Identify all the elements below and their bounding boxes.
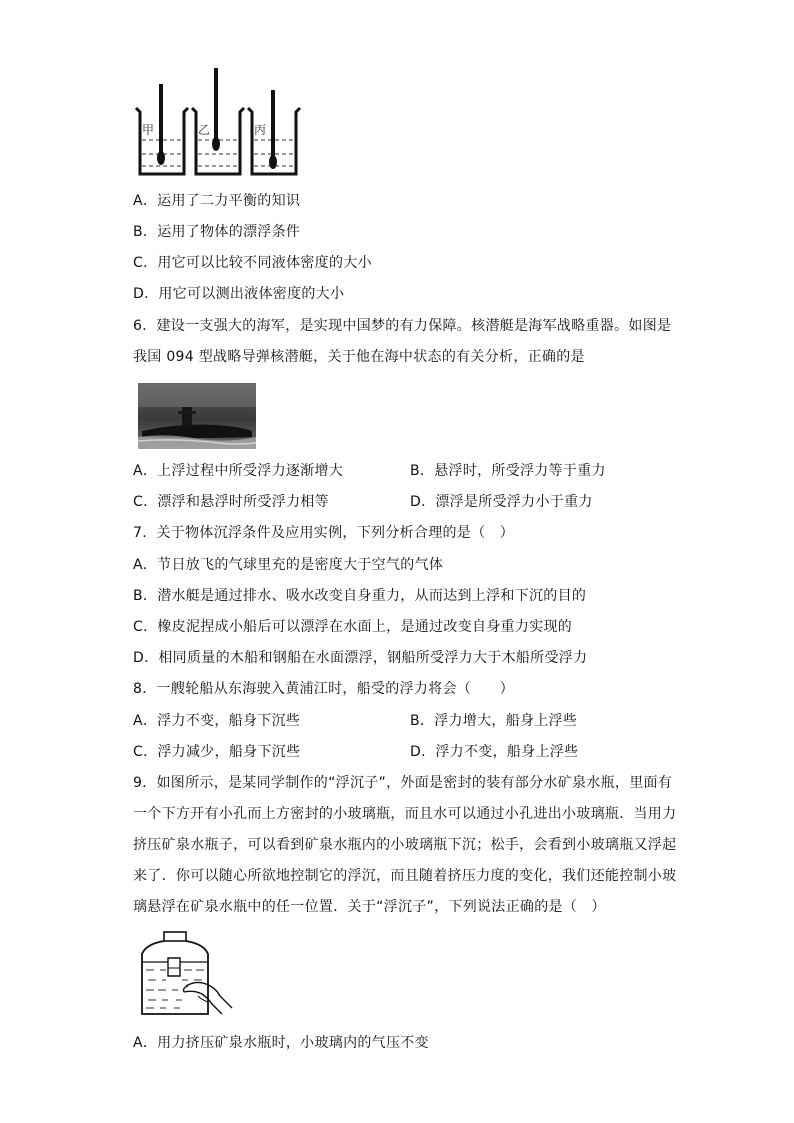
q9-stem-line2: 一个下方开有小孔而上方密封的小玻璃瓶，而且水可以通过小孔进出小玻璃瓶．当用力: [133, 806, 677, 822]
q9-stem-line3: 挤压矿泉水瓶子，可以看到矿泉水瓶内的小玻璃瓶下沉；松手，会看到小玻璃瓶又浮起: [133, 837, 677, 853]
q7-option-c: C．橡皮泥捏成小船后可以漂浮在水面上，是通过改变自身重力实现的: [133, 619, 573, 635]
q6-stem-line1: 6．建设一支强大的海军，是实现中国梦的有力保障。核潜艇是海军战略重器。如图是: [133, 318, 672, 334]
beaker-yi: [192, 68, 244, 174]
q7-option-a: A．节日放飞的气球里充的是密度大于空气的气体: [133, 557, 444, 573]
q8-stem: 8．一艘轮船从东海驶入黄浦江时，船受的浮力将会（ ）: [133, 681, 515, 697]
q6-option-a: A．上浮过程中所受浮力逐渐增大: [133, 463, 344, 479]
q7-option-b: B．潜水艇是通过排水、吸水改变自身重力，从而达到上浮和下沉的目的: [133, 588, 587, 604]
q5-option-d: D．用它可以测出液体密度的大小: [133, 286, 345, 302]
q7-stem: 7．关于物体沉浮条件及应用实例，下列分析合理的是（ ）: [133, 525, 515, 541]
q5-option-c: C．用它可以比较不同液体密度的大小: [133, 255, 372, 271]
bottle-figure: [136, 930, 236, 1018]
q8-option-c: C．浮力减少，船身下沉些: [133, 744, 301, 760]
q7-option-d: D．相同质量的木船和钢船在水面漂浮，钢船所受浮力大于木船所受浮力: [133, 650, 588, 666]
submarine-photo: [138, 383, 256, 449]
q9-stem-line4: 来了．你可以随心所欲地控制它的浮沉，而且随着挤压力度的变化，我们还能控制小玻: [133, 868, 677, 884]
beaker-label-jia: 甲: [142, 123, 155, 137]
beaker-label-bing: 丙: [254, 123, 267, 137]
q8-option-b: B．浮力增大，船身上浮些: [410, 713, 578, 729]
q8-option-a: A．浮力不变，船身下沉些: [133, 713, 301, 729]
q6-stem-line2: 我国 094 型战略导弹核潜艇，关于他在海中状态的有关分析，正确的是: [133, 349, 585, 365]
beaker-label-yi: 乙: [198, 123, 211, 137]
q9-option-a: A．用力挤压矿泉水瓶时，小玻璃内的气压不变: [133, 1035, 429, 1051]
q5-option-a: A．运用了二力平衡的知识: [133, 193, 301, 209]
q5-option-b: B．运用了物体的漂浮条件: [133, 224, 301, 240]
q9-stem-line5: 璃悬浮在矿泉水瓶中的任一位置．关于“浮沉子”，下列说法正确的是（ ）: [133, 899, 606, 915]
q6-option-c: C．漂浮和悬浮时所受浮力相等: [133, 494, 329, 510]
q8-option-d: D．浮力不变，船身上浮些: [410, 744, 579, 760]
beakers-figure: [130, 62, 310, 180]
q6-option-d: D．漂浮是所受浮力小于重力: [410, 494, 593, 510]
q9-stem-line1: 9．如图所示，是某同学制作的“浮沉子”，外面是密封的装有部分水矿泉水瓶，里面有: [133, 775, 673, 791]
q6-option-b: B．悬浮时，所受浮力等于重力: [410, 463, 606, 479]
